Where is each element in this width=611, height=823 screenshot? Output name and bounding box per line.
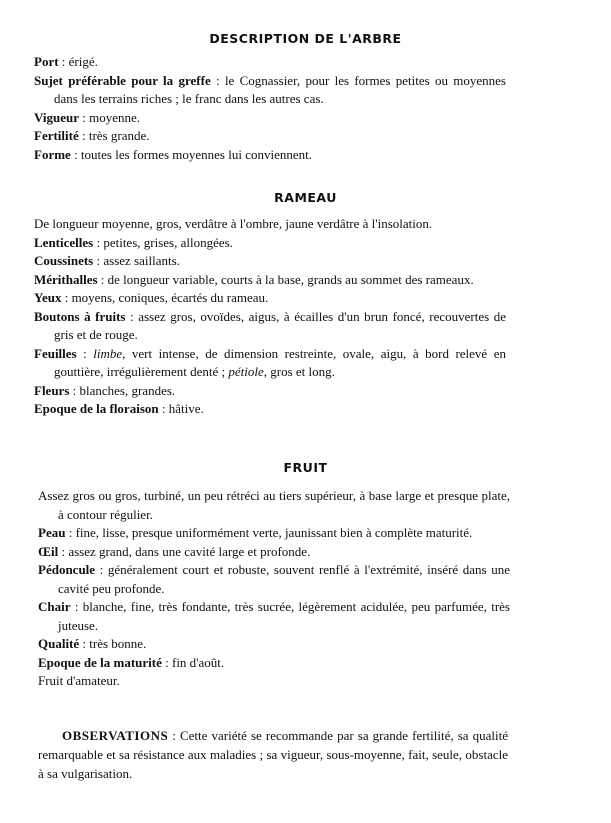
fruit-intro: Assez gros ou gros, turbiné, un peu rétréci au tiers supérieur, à base large et presque plate, à contour régulier. xyxy=(38,488,510,522)
entry-label: Port xyxy=(34,54,59,69)
rameau-intro: De longueur moyenne, gros, verdâtre à l'ombre, jaune verdâtre à l'insolation. xyxy=(34,216,433,231)
entry-chair xyxy=(38,598,510,635)
entry-label: Epoque de la floraison xyxy=(34,401,159,416)
entry-text: : petites, grises, allongées. xyxy=(93,234,233,250)
entry-merithalles xyxy=(34,271,506,290)
entry-text: , vert intense, de dimension restreinte, ovale, aigu, à bord relevé en gouttière, irrégulièrement denté ; xyxy=(54,345,506,379)
entry-label: Peau xyxy=(38,525,66,540)
entry-text: : très grande. xyxy=(78,128,150,143)
entry-text: : assez grand, dans une cavité large et profonde. xyxy=(58,543,311,559)
entry-coussinets xyxy=(34,252,506,271)
entry-text: : assez saillants. xyxy=(93,253,180,268)
entry-feuilles xyxy=(34,345,506,382)
observations-text: : Cette variété se recommande par sa grande fertilité, sa qualité remarquable et sa résistance aux maladies ; sa vigueur, sous-moyenne, fait, seule, obstacle à sa vulgarisation. xyxy=(38,728,508,781)
entry-text: : généralement court et robuste, souvent renflé à l'extrémité, inséré dans une cavité peu profonde. xyxy=(58,562,510,596)
entry-forme xyxy=(34,146,506,165)
entry-label: Coussinets xyxy=(34,253,94,268)
tree-section xyxy=(34,53,506,164)
entry-text: : le Cognassier, pour les formes petites ou moyennes dans les terrains riches ; le franc dans les autres cas. xyxy=(54,72,506,106)
rameau-section-title: RAMEAU xyxy=(274,190,337,205)
entry-text: : érigé. xyxy=(58,54,98,69)
entry-label: Mérithalles xyxy=(34,271,98,287)
entry-boutons xyxy=(34,308,506,345)
entry-text: : hâtive. xyxy=(158,401,204,416)
entry-text: : fine, lisse, presque uniformément verte, jaunissant bien à complète maturité. xyxy=(65,525,473,540)
fruit-outro: Fruit d'amateur. xyxy=(38,673,120,688)
entry-pedoncule xyxy=(38,561,510,598)
entry-text: : fin d'août. xyxy=(161,654,225,670)
entry-text: , gros et long. xyxy=(263,364,335,379)
entry-label: Œil xyxy=(38,543,59,559)
entry-fleurs xyxy=(34,382,506,401)
entry-vigueur xyxy=(34,109,506,128)
entry-text: : xyxy=(76,345,94,361)
entry-label: Qualité xyxy=(38,636,80,651)
entry-text: : de longueur variable, courts à la base, grands au sommet des rameaux. xyxy=(97,271,474,287)
rameau-section xyxy=(34,215,506,419)
tree-section-title: DESCRIPTION DE L'ARBRE xyxy=(209,31,402,46)
entry-peau xyxy=(38,524,510,543)
entry-floraison xyxy=(34,400,506,419)
entry-label: Boutons à fruits xyxy=(34,308,126,324)
entry-fertilite xyxy=(34,127,506,146)
entry-text: : toutes les formes moyennes lui conviennent. xyxy=(70,146,312,162)
fruit-section xyxy=(38,487,510,691)
entry-label: Chair xyxy=(38,599,71,614)
entry-label: Lenticelles xyxy=(34,234,94,250)
entry-label: Yeux xyxy=(34,290,62,305)
entry-text: : très bonne. xyxy=(79,636,147,651)
entry-term: pétiole xyxy=(228,364,264,379)
observations-label: OBSERVATIONS xyxy=(62,728,169,743)
entry-text: : blanche, fine, très fondante, très sucrée, légèrement acidulée, peu parfumée, très juteuse. xyxy=(58,599,510,633)
entry-label: Fertilité xyxy=(34,128,79,143)
entry-yeux xyxy=(34,289,506,308)
entry-qualite xyxy=(38,635,510,654)
entry-oeil xyxy=(38,543,510,562)
observations xyxy=(38,726,508,783)
entry-text: : moyens, coniques, écartés du rameau. xyxy=(61,290,269,305)
entry-label: Epoque de la maturité xyxy=(38,654,162,670)
entry-text: : moyenne. xyxy=(79,109,141,125)
entry-sujet xyxy=(34,72,506,109)
entry-text: : assez gros, ovoïdes, aigus, à écailles d'un brun foncé, recouvertes de gris et de rouge. xyxy=(54,308,506,342)
entry-maturite xyxy=(38,654,510,673)
entry-label: Forme xyxy=(34,146,71,162)
entry-label: Pédoncule xyxy=(38,562,96,577)
entry-label: Fleurs xyxy=(34,382,70,398)
entry-text: : blanches, grandes. xyxy=(69,382,176,398)
entry-label: Sujet préférable pour la greffe xyxy=(34,72,211,88)
entry-port xyxy=(34,53,506,72)
entry-lenticelles xyxy=(34,234,506,253)
entry-label: Feuilles xyxy=(34,345,77,361)
entry-term: limbe xyxy=(93,345,123,361)
fruit-section-title: FRUIT xyxy=(283,460,328,475)
entry-label: Vigueur xyxy=(34,109,80,125)
